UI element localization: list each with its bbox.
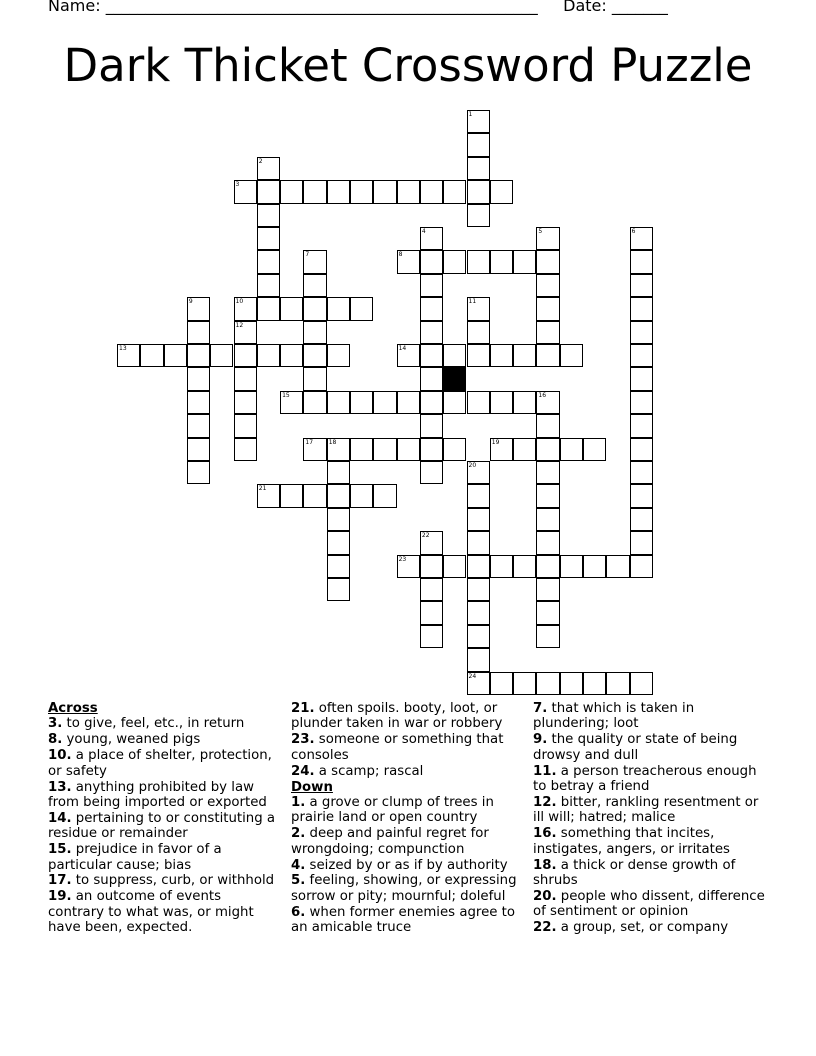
- clue-item: 21. often spoils. booty, loot, or plunder taken in war or robbery: [291, 701, 503, 732]
- clue-item: 4. seized by or as if by authority: [291, 857, 508, 873]
- grid-cell[interactable]: [327, 578, 350, 601]
- grid-cell[interactable]: [490, 438, 513, 461]
- grid-cell[interactable]: [210, 344, 233, 367]
- grid-cell[interactable]: [373, 484, 396, 507]
- grid-cell[interactable]: [630, 414, 653, 437]
- clue-number-label: 4.: [291, 857, 306, 873]
- grid-cell[interactable]: [467, 672, 490, 695]
- grid-cell[interactable]: [536, 438, 559, 461]
- grid-cell[interactable]: [630, 391, 653, 414]
- grid-cell[interactable]: [630, 531, 653, 554]
- grid-cell[interactable]: [327, 461, 350, 484]
- grid-cell[interactable]: [327, 484, 350, 507]
- clue-section-heading: Down: [291, 779, 333, 795]
- grid-cell[interactable]: [373, 180, 396, 203]
- grid-cell[interactable]: [164, 344, 187, 367]
- clue-number: 5: [538, 228, 543, 235]
- grid-cell[interactable]: [350, 391, 373, 414]
- grid-cell[interactable]: [560, 672, 583, 695]
- grid-cell[interactable]: [630, 672, 653, 695]
- clue-number: 6: [631, 228, 636, 235]
- grid-cell[interactable]: [513, 438, 536, 461]
- grid-cell[interactable]: [234, 297, 257, 320]
- grid-cell[interactable]: [327, 531, 350, 554]
- clue-number-label: 21.: [291, 701, 315, 716]
- grid-cell[interactable]: [303, 321, 326, 344]
- grid-cell[interactable]: [420, 227, 443, 250]
- grid-cell[interactable]: [536, 274, 559, 297]
- grid-cell[interactable]: [257, 157, 280, 180]
- clue-number-label: 6.: [291, 904, 306, 920]
- grid-cell[interactable]: [490, 250, 513, 273]
- grid-cell[interactable]: [187, 438, 210, 461]
- grid-cell[interactable]: [303, 484, 326, 507]
- grid-cell[interactable]: [234, 438, 257, 461]
- clue-item: 1. a grove or clump of trees in prairie land or open country: [291, 794, 494, 826]
- grid-cell[interactable]: [536, 391, 559, 414]
- grid-cell[interactable]: [303, 438, 326, 461]
- grid-cell[interactable]: [234, 367, 257, 390]
- grid-cell[interactable]: [536, 461, 559, 484]
- grid-cell[interactable]: [187, 367, 210, 390]
- clue-number-label: 5.: [291, 873, 306, 889]
- grid-cell[interactable]: [443, 250, 466, 273]
- grid-cell[interactable]: [536, 578, 559, 601]
- clue-number: 14: [398, 345, 407, 352]
- grid-cell[interactable]: [187, 461, 210, 484]
- clue-number-label: 23.: [291, 732, 315, 748]
- grid-cell[interactable]: [630, 438, 653, 461]
- grid-cell[interactable]: [234, 321, 257, 344]
- grid-cell[interactable]: [234, 344, 257, 367]
- clue-number: 19: [491, 438, 500, 446]
- grid-cell[interactable]: [536, 601, 559, 624]
- clue-item: 12. bitter, rankling resentment or ill will; hatred; malice: [533, 794, 759, 826]
- grid-cell[interactable]: [467, 461, 490, 484]
- grid-cell[interactable]: [327, 555, 350, 578]
- page-title: Dark Thicket Crossword Puzzle: [63, 39, 753, 92]
- grid-cell[interactable]: [443, 344, 466, 367]
- grid-cell[interactable]: [443, 555, 466, 578]
- grid-cell[interactable]: [327, 344, 350, 367]
- clue-number: 16: [538, 391, 547, 399]
- clue-item: 2. deep and painful regret for wrongdoing; compunction: [291, 826, 489, 857]
- grid-cell[interactable]: [373, 438, 396, 461]
- grid-cell[interactable]: [536, 321, 559, 344]
- grid-cell[interactable]: [420, 180, 443, 203]
- clue-item: 7. that which is taken in plundering; loot: [533, 701, 695, 732]
- grid-cell[interactable]: [467, 578, 490, 601]
- grid-cell[interactable]: [397, 344, 420, 367]
- clue-number: 12: [235, 321, 244, 329]
- clue-item: 6. when former enemies agree to an amicable truce: [291, 904, 516, 936]
- grid-cell[interactable]: [536, 672, 559, 695]
- grid-cell[interactable]: [630, 227, 653, 250]
- grid-cell[interactable]: [234, 180, 257, 203]
- grid-cell[interactable]: [467, 508, 490, 531]
- grid-cell[interactable]: [606, 672, 629, 695]
- clue-number: 2: [258, 157, 263, 165]
- clue-number: 23: [398, 555, 407, 563]
- grid-cell[interactable]: [467, 110, 490, 133]
- clues-column-2: [291, 701, 523, 936]
- clue-item: 9. the quality or state of being drowsy and dull: [533, 732, 738, 763]
- clue-section-heading: Across: [48, 701, 98, 716]
- clue-item: 11. a person treacherous enough to betray a friend: [533, 763, 757, 795]
- grid-cell[interactable]: [420, 578, 443, 601]
- grid-cell[interactable]: [490, 555, 513, 578]
- clue-number: 9: [188, 298, 193, 306]
- grid-cell[interactable]: [467, 250, 490, 273]
- clue-number: 21: [258, 485, 267, 493]
- grid-cell[interactable]: [536, 625, 559, 648]
- grid-cell[interactable]: [630, 321, 653, 344]
- grid-cell[interactable]: [467, 157, 490, 180]
- grid-cell[interactable]: [303, 367, 326, 390]
- grid-cell[interactable]: [443, 391, 466, 414]
- grid-cell[interactable]: [443, 438, 466, 461]
- clue-item: 23. someone or something that consoles: [291, 732, 504, 763]
- grid-cell[interactable]: [490, 672, 513, 695]
- grid-cell[interactable]: [606, 555, 629, 578]
- grid-cell[interactable]: [630, 344, 653, 367]
- clue-number-label: 24.: [291, 763, 315, 779]
- grid-cell[interactable]: [397, 555, 420, 578]
- grid-cell[interactable]: [630, 367, 653, 390]
- grid-cell[interactable]: [583, 438, 606, 461]
- clue-number-label: 19.: [48, 889, 72, 905]
- grid-cell[interactable]: [257, 274, 280, 297]
- clue-item: 16. something that incites, instigates, angers, or irritates: [533, 826, 730, 857]
- grid-cell[interactable]: [350, 180, 373, 203]
- grid-cell[interactable]: [467, 531, 490, 554]
- grid-cell[interactable]: [303, 297, 326, 320]
- clue-number-label: 15.: [48, 842, 72, 858]
- grid-cell[interactable]: [560, 438, 583, 461]
- clue-number-label: 16.: [533, 826, 557, 842]
- grid-cell[interactable]: [536, 297, 559, 320]
- grid-cell[interactable]: [513, 555, 536, 578]
- grid-cell[interactable]: [467, 204, 490, 227]
- grid-cell[interactable]: [257, 180, 280, 203]
- clue-item: 20. people who dissent, difference of sentiment or opinion: [533, 888, 765, 920]
- clue-number: 4: [421, 228, 426, 235]
- grid-cell[interactable]: [350, 484, 373, 507]
- grid-cell[interactable]: [630, 484, 653, 507]
- clue-number-label: 17.: [48, 873, 72, 889]
- clue-number-label: 18.: [533, 857, 557, 873]
- grid-cell[interactable]: [630, 461, 653, 484]
- grid-cell[interactable]: [536, 414, 559, 437]
- grid-cell[interactable]: [490, 344, 513, 367]
- clue-number: 15: [282, 391, 290, 399]
- grid-cell[interactable]: [536, 531, 559, 554]
- clues-column-3: [533, 701, 773, 936]
- grid-cell[interactable]: [420, 344, 443, 367]
- grid-cell[interactable]: [467, 555, 490, 578]
- grid-cell[interactable]: [467, 180, 490, 203]
- grid-cell[interactable]: [257, 227, 280, 250]
- grid-cell[interactable]: [420, 625, 443, 648]
- grid-cell[interactable]: [420, 601, 443, 624]
- grid-cell[interactable]: [467, 344, 490, 367]
- grid-cell[interactable]: [420, 391, 443, 414]
- grid-cell[interactable]: [327, 508, 350, 531]
- clue-number: 17: [305, 438, 314, 446]
- clue-number-label: 10.: [48, 748, 72, 764]
- grid-cell[interactable]: [234, 391, 257, 414]
- grid-cell[interactable]: [420, 461, 443, 484]
- clue-item: 15. prejudice in favor of a particular cause; bias: [48, 842, 222, 873]
- clue-number-label: 20.: [533, 888, 557, 904]
- clue-number: 24: [468, 672, 477, 680]
- clue-item: 24. a scamp; rascal: [291, 763, 424, 779]
- clue-item: 5. feeling, showing, or expressing sorrow or pity; mournful; doleful: [291, 873, 517, 904]
- clue-number: 18: [328, 438, 337, 446]
- grid-cell[interactable]: [536, 555, 559, 578]
- clue-number: 7: [305, 251, 310, 259]
- grid-cell[interactable]: [303, 274, 326, 297]
- grid-cell[interactable]: [536, 508, 559, 531]
- grid-cell[interactable]: [117, 344, 140, 367]
- grid-cell[interactable]: [257, 297, 280, 320]
- grid-cell[interactable]: [350, 297, 373, 320]
- date-field[interactable]: _______: [611, 0, 668, 15]
- grid-cell[interactable]: [420, 531, 443, 554]
- grid-cell[interactable]: [303, 391, 326, 414]
- grid-cell[interactable]: [280, 484, 303, 507]
- clue-number-label: 2.: [291, 826, 306, 842]
- grid-cell[interactable]: [513, 344, 536, 367]
- grid-cell[interactable]: [140, 344, 163, 367]
- grid-cell[interactable]: [397, 391, 420, 414]
- grid-cell[interactable]: [187, 414, 210, 437]
- clue-number-label: 8.: [48, 732, 63, 748]
- grid-cell[interactable]: [467, 601, 490, 624]
- grid-cell[interactable]: [513, 250, 536, 273]
- grid-cell[interactable]: [303, 180, 326, 203]
- clue-item: 10. a place of shelter, protection, or safety: [48, 748, 272, 779]
- clue-number-label: 14.: [48, 810, 72, 826]
- clue-item: 18. a thick or dense growth of shrubs: [533, 857, 736, 888]
- grid-cell[interactable]: [187, 321, 210, 344]
- clue-number: 11: [468, 298, 477, 306]
- clue-item: 19. an outcome of events contrary to what was, or might have been, expected.: [48, 889, 254, 936]
- name-field[interactable]: ______________________________________________________: [105, 0, 538, 15]
- grid-cell[interactable]: [583, 555, 606, 578]
- grid-cell[interactable]: [257, 250, 280, 273]
- grid-cell[interactable]: [583, 672, 606, 695]
- grid-cell[interactable]: [630, 508, 653, 531]
- grid-cell[interactable]: [280, 344, 303, 367]
- grid-cell[interactable]: [560, 555, 583, 578]
- grid-cell[interactable]: [187, 297, 210, 320]
- clue-number: 20: [468, 462, 477, 469]
- grid-cell[interactable]: [513, 672, 536, 695]
- grid-cell[interactable]: [397, 438, 420, 461]
- grid-cell[interactable]: [467, 625, 490, 648]
- clue-item: 8. young, weaned pigs: [48, 732, 201, 748]
- grid-cell[interactable]: [467, 484, 490, 507]
- clue-number-label: 7.: [533, 701, 548, 716]
- grid-cell[interactable]: [467, 133, 490, 156]
- grid-cell[interactable]: [373, 391, 396, 414]
- grid-cell[interactable]: [420, 367, 443, 390]
- clue-item: 14. pertaining to or constituting a residue or remainder: [48, 810, 276, 842]
- grid-cell[interactable]: [257, 204, 280, 227]
- grid-cell[interactable]: [280, 297, 303, 320]
- grid-cell[interactable]: [303, 344, 326, 367]
- grid-cell[interactable]: [257, 344, 280, 367]
- grid-cell[interactable]: [490, 391, 513, 414]
- clue-number-label: 13.: [48, 779, 72, 795]
- grid-cell[interactable]: [630, 555, 653, 578]
- clue-number-label: 1.: [291, 794, 306, 810]
- grid-cell[interactable]: [467, 648, 490, 671]
- clue-number: 1: [468, 111, 473, 118]
- grid-cell[interactable]: [327, 180, 350, 203]
- grid-cell[interactable]: [397, 250, 420, 273]
- grid-cell[interactable]: [513, 391, 536, 414]
- clue-number-label: 22.: [533, 920, 557, 936]
- grid-cell[interactable]: [420, 321, 443, 344]
- grid-cell[interactable]: [327, 297, 350, 320]
- grid-cell[interactable]: [257, 484, 280, 507]
- grid-cell[interactable]: [490, 180, 513, 203]
- grid-cell[interactable]: [536, 484, 559, 507]
- clue-number: 10: [235, 298, 244, 306]
- clue-number: 3: [235, 181, 240, 189]
- grid-cell[interactable]: [280, 180, 303, 203]
- clue-item: 22. a group, set, or company: [533, 920, 729, 936]
- grid-cell[interactable]: [630, 250, 653, 273]
- black-cell: [443, 367, 466, 390]
- grid-cell[interactable]: [397, 180, 420, 203]
- grid-cell[interactable]: [187, 391, 210, 414]
- grid-cell[interactable]: [536, 227, 559, 250]
- clue-number: 13: [119, 345, 127, 352]
- grid-cell[interactable]: [467, 321, 490, 344]
- grid-cell[interactable]: [420, 555, 443, 578]
- grid-cell[interactable]: [187, 344, 210, 367]
- clue-number-label: 11.: [533, 763, 557, 779]
- grid-cell[interactable]: [443, 180, 466, 203]
- clue-number-label: 12.: [533, 794, 557, 810]
- clue-item: 17. to suppress, curb, or withhold: [48, 873, 275, 889]
- grid-cell[interactable]: [536, 344, 559, 367]
- grid-cell[interactable]: [467, 391, 490, 414]
- clues-column-1: [48, 701, 280, 936]
- grid-cell[interactable]: [420, 438, 443, 461]
- grid-cell[interactable]: [327, 438, 350, 461]
- grid-cell[interactable]: [280, 391, 303, 414]
- grid-cell[interactable]: [630, 297, 653, 320]
- clue-item: 13. anything prohibited by law from being imported or exported: [48, 779, 267, 810]
- clue-number-label: 3.: [48, 716, 63, 732]
- grid-cell[interactable]: [327, 391, 350, 414]
- clue-number: 22: [421, 532, 430, 540]
- grid-cell[interactable]: [420, 250, 443, 273]
- grid-cell[interactable]: [420, 274, 443, 297]
- grid-cell[interactable]: [303, 250, 326, 273]
- grid-cell[interactable]: [420, 297, 443, 320]
- grid-cell[interactable]: [350, 438, 373, 461]
- grid-cell[interactable]: [536, 250, 559, 273]
- clue-number: 8: [398, 251, 403, 259]
- grid-cell[interactable]: [467, 297, 490, 320]
- name-label: Name:: [48, 0, 101, 15]
- grid-cell[interactable]: [420, 414, 443, 437]
- clue-number-label: 9.: [533, 732, 548, 748]
- date-label: Date:: [563, 0, 607, 15]
- grid-cell[interactable]: [234, 414, 257, 437]
- clue-item: 3. to give, feel, etc., in return: [48, 716, 245, 732]
- grid-cell[interactable]: [560, 344, 583, 367]
- grid-cell[interactable]: [630, 274, 653, 297]
